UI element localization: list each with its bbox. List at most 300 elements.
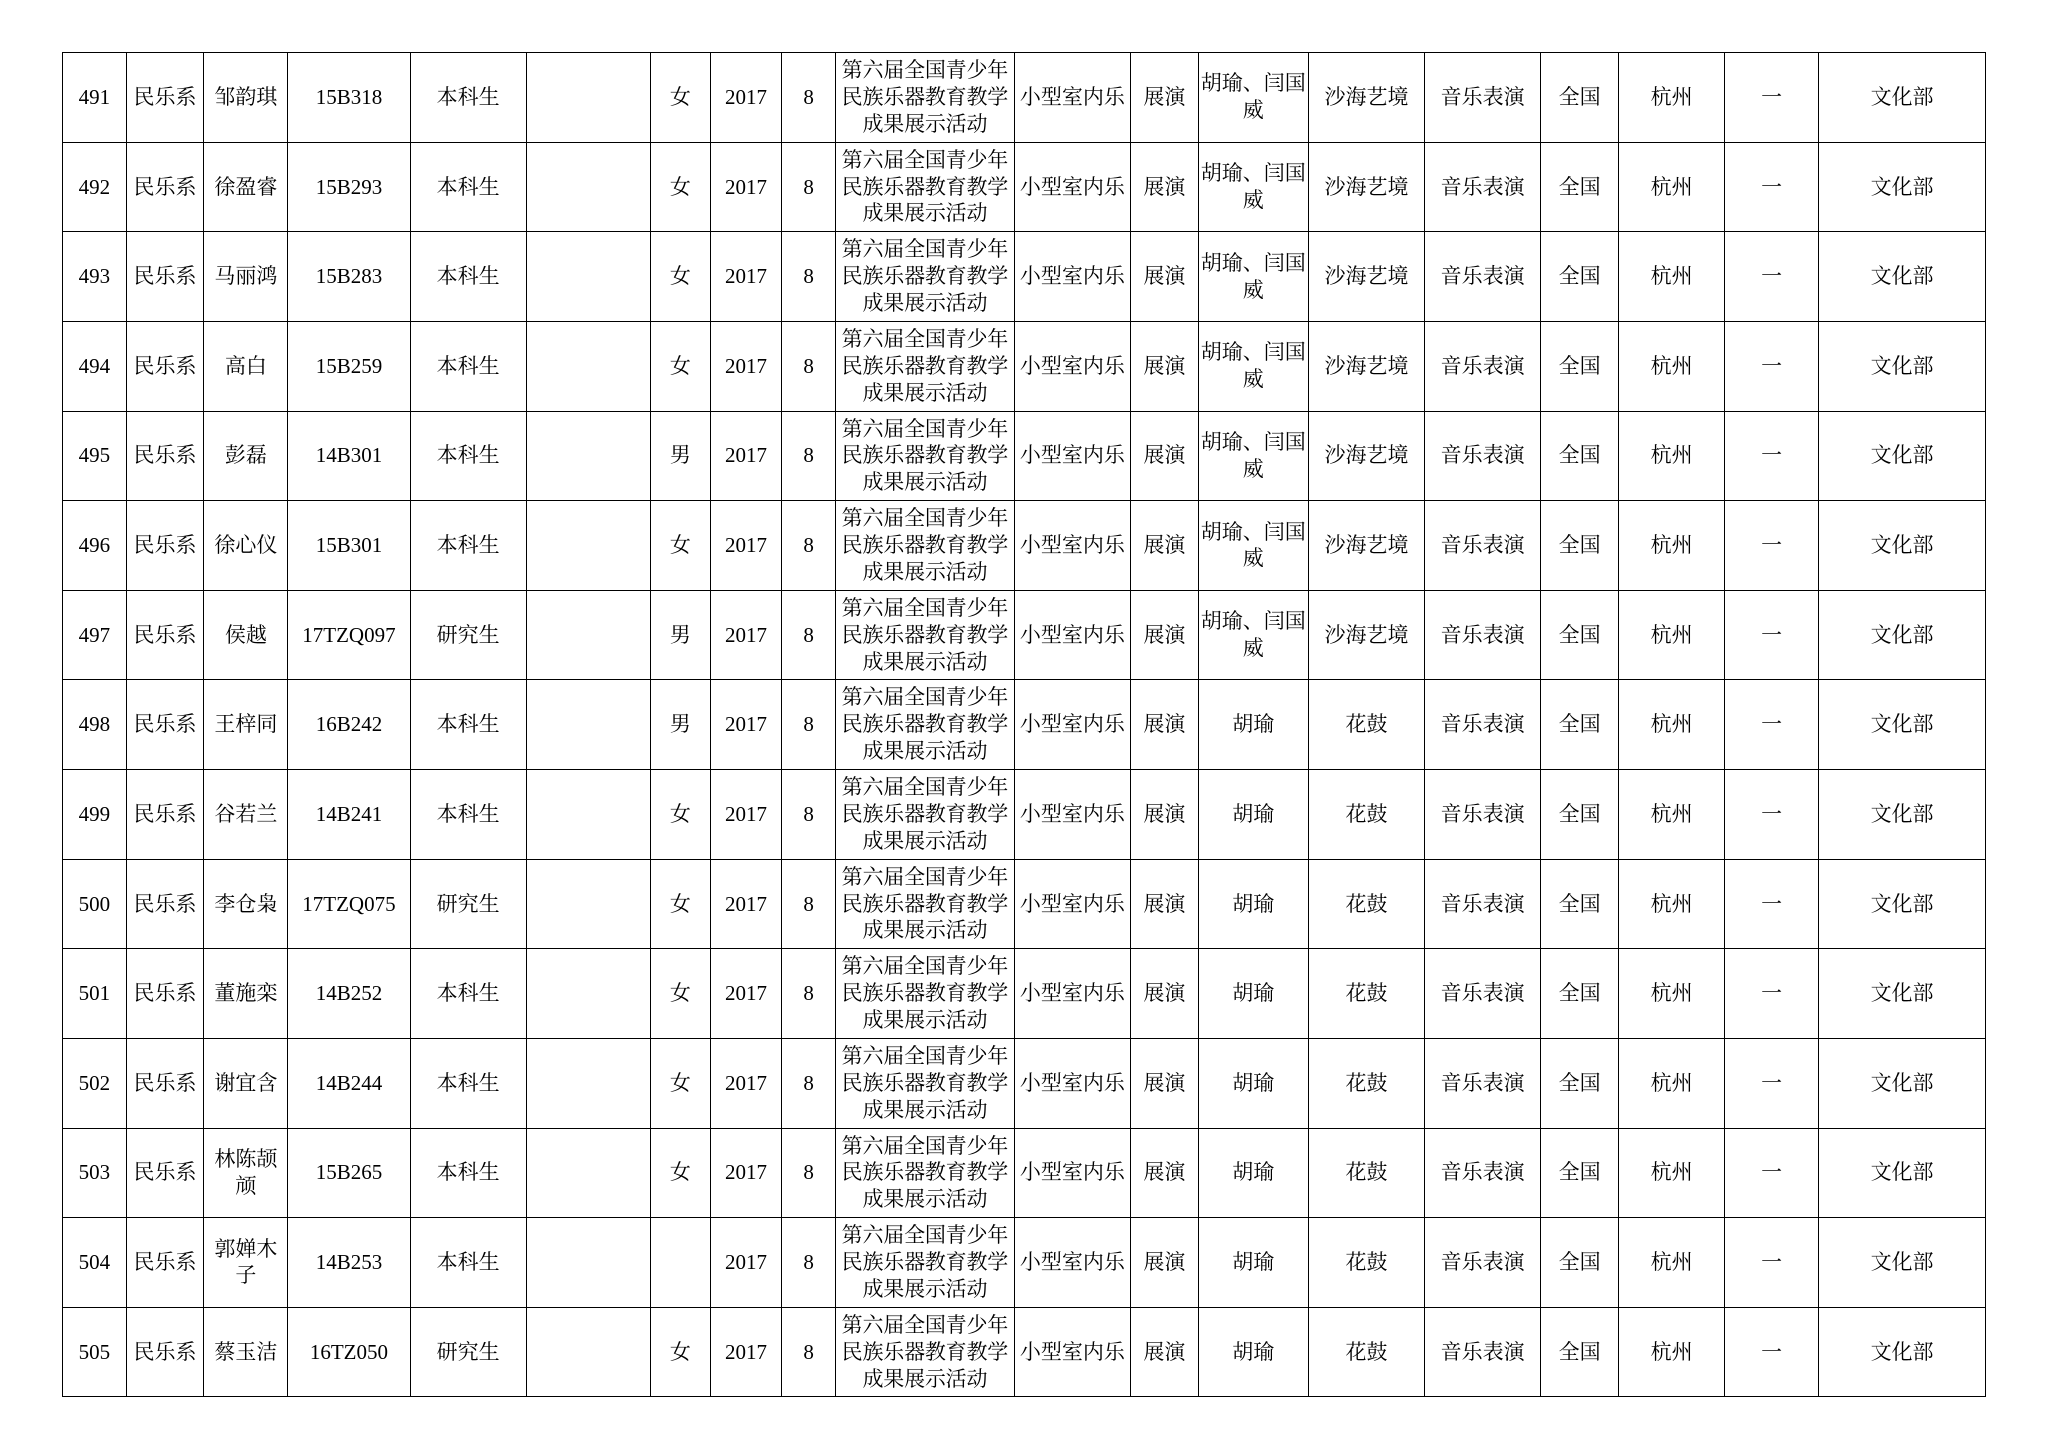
cell-year: 2017: [710, 501, 782, 591]
cell-department: 民乐系: [126, 770, 204, 860]
cell-city: 杭州: [1619, 321, 1725, 411]
cell-organizer: 文化部: [1819, 142, 1986, 232]
advisor-line: 威: [1242, 187, 1264, 212]
cell-organizer: 文化部: [1819, 949, 1986, 1039]
cell-student-id: 16B242: [288, 680, 410, 770]
advisor-line: 胡瑜: [1232, 1160, 1275, 1185]
cell-gender: 女: [651, 501, 711, 591]
cell-serial-number: 491: [63, 53, 127, 143]
cell-serial-number: 504: [63, 1218, 127, 1308]
cell-rank: 一: [1725, 1218, 1819, 1308]
cell-student-name: 董施栾: [204, 949, 288, 1039]
activity-line: 成果展示活动: [862, 201, 988, 226]
cell-work-title: 沙海艺境: [1308, 411, 1424, 501]
cell-student-id: 15B283: [288, 232, 410, 322]
cell-student-id: 17TZQ097: [288, 590, 410, 680]
cell-role: 展演: [1131, 232, 1199, 322]
advisor-line: 胡瑜: [1232, 891, 1275, 916]
advisor-line: 胡瑜、闫国: [1200, 609, 1306, 634]
cell-student-id: 16TZ050: [288, 1307, 410, 1397]
cell-scope: 全国: [1541, 53, 1619, 143]
advisor-line: 威: [1242, 277, 1264, 302]
cell-performance-form: 小型室内乐: [1014, 590, 1130, 680]
cell-student-level: 本科生: [410, 53, 526, 143]
cell-work-title: 沙海艺境: [1308, 590, 1424, 680]
table-row: [63, 1218, 1986, 1308]
cell-month: 8: [782, 770, 836, 860]
cell-scope: 全国: [1541, 1307, 1619, 1397]
cell-activity-name: [835, 232, 1014, 322]
cell-category: 音乐表演: [1425, 1038, 1541, 1128]
cell-role: 展演: [1131, 501, 1199, 591]
advisor-line: 威: [1242, 546, 1264, 571]
cell-performance-form: 小型室内乐: [1014, 501, 1130, 591]
cell-category: 音乐表演: [1425, 53, 1541, 143]
cell-role: 展演: [1131, 770, 1199, 860]
cell-advisor: [1198, 232, 1308, 322]
cell-city: 杭州: [1619, 1128, 1725, 1218]
table-row: [63, 949, 1986, 1039]
advisor-line: 胡瑜、闫国: [1200, 71, 1306, 96]
student-name-line: 子: [235, 1263, 257, 1288]
cell-gender: 女: [651, 142, 711, 232]
cell-department: 民乐系: [126, 859, 204, 949]
cell-remark: [526, 321, 650, 411]
cell-organizer: 文化部: [1819, 53, 1986, 143]
cell-department: 民乐系: [126, 590, 204, 680]
cell-activity-name: [835, 501, 1014, 591]
cell-category: 音乐表演: [1425, 411, 1541, 501]
cell-category: 音乐表演: [1425, 501, 1541, 591]
cell-performance-form: 小型室内乐: [1014, 1128, 1130, 1218]
student-name-line: 颃: [235, 1173, 257, 1198]
cell-serial-number: 499: [63, 770, 127, 860]
cell-remark: [526, 949, 650, 1039]
cell-city: 杭州: [1619, 1307, 1725, 1397]
activity-line: 民族乐器教育教学: [841, 891, 1009, 916]
cell-serial-number: 501: [63, 949, 127, 1039]
activity-line: 第六届全国青少年: [841, 954, 1009, 979]
cell-category: 音乐表演: [1425, 1128, 1541, 1218]
cell-gender: 女: [651, 1128, 711, 1218]
activity-line: 第六届全国青少年: [841, 326, 1009, 351]
cell-rank: 一: [1725, 859, 1819, 949]
cell-category: 音乐表演: [1425, 142, 1541, 232]
cell-student-id: 14B253: [288, 1218, 410, 1308]
cell-scope: 全国: [1541, 1038, 1619, 1128]
cell-month: 8: [782, 321, 836, 411]
cell-activity-name: [835, 53, 1014, 143]
cell-student-name: 邹韵琪: [204, 53, 288, 143]
cell-student-name: [204, 1218, 288, 1308]
cell-rank: 一: [1725, 232, 1819, 322]
cell-scope: 全国: [1541, 232, 1619, 322]
cell-city: 杭州: [1619, 770, 1725, 860]
cell-gender: 女: [651, 949, 711, 1039]
activity-line: 第六届全国青少年: [841, 1312, 1009, 1337]
cell-role: 展演: [1131, 1307, 1199, 1397]
activity-line: 第六届全国青少年: [841, 416, 1009, 441]
cell-student-id: 17TZQ075: [288, 859, 410, 949]
cell-student-level: 研究生: [410, 590, 526, 680]
cell-category: 音乐表演: [1425, 680, 1541, 770]
advisor-line: 胡瑜、闫国: [1200, 429, 1306, 454]
cell-work-title: 花鼓: [1308, 1218, 1424, 1308]
cell-gender: 男: [651, 590, 711, 680]
cell-serial-number: 502: [63, 1038, 127, 1128]
cell-department: 民乐系: [126, 680, 204, 770]
cell-gender: 女: [651, 859, 711, 949]
cell-gender: [651, 1218, 711, 1308]
cell-scope: 全国: [1541, 590, 1619, 680]
cell-student-level: 本科生: [410, 411, 526, 501]
table-row: [63, 1307, 1986, 1397]
activity-line: 民族乐器教育教学: [841, 981, 1009, 1006]
cell-activity-name: [835, 1128, 1014, 1218]
cell-remark: [526, 53, 650, 143]
cell-activity-name: [835, 142, 1014, 232]
cell-department: 民乐系: [126, 53, 204, 143]
activity-line: 第六届全国青少年: [841, 147, 1009, 172]
cell-category: 音乐表演: [1425, 859, 1541, 949]
activity-line: 民族乐器教育教学: [841, 264, 1009, 289]
table-row: [63, 859, 1986, 949]
activity-line: 成果展示活动: [862, 470, 988, 495]
activity-line: 成果展示活动: [862, 1366, 988, 1391]
cell-advisor: [1198, 321, 1308, 411]
cell-role: 展演: [1131, 142, 1199, 232]
cell-student-id: 14B301: [288, 411, 410, 501]
table-row: [63, 142, 1986, 232]
cell-student-level: 本科生: [410, 1218, 526, 1308]
cell-scope: 全国: [1541, 501, 1619, 591]
cell-organizer: 文化部: [1819, 232, 1986, 322]
cell-scope: 全国: [1541, 680, 1619, 770]
cell-student-name: 王梓同: [204, 680, 288, 770]
cell-work-title: 花鼓: [1308, 1307, 1424, 1397]
cell-category: 音乐表演: [1425, 949, 1541, 1039]
advisor-line: 胡瑜、闫国: [1200, 161, 1306, 186]
activity-line: 民族乐器教育教学: [841, 174, 1009, 199]
cell-month: 8: [782, 1307, 836, 1397]
cell-advisor: [1198, 1307, 1308, 1397]
cell-month: 8: [782, 680, 836, 770]
cell-work-title: 沙海艺境: [1308, 501, 1424, 591]
cell-department: 民乐系: [126, 949, 204, 1039]
cell-serial-number: 505: [63, 1307, 127, 1397]
cell-work-title: 花鼓: [1308, 949, 1424, 1039]
cell-activity-name: [835, 770, 1014, 860]
cell-advisor: [1198, 949, 1308, 1039]
cell-gender: 女: [651, 1038, 711, 1128]
cell-rank: 一: [1725, 949, 1819, 1039]
cell-scope: 全国: [1541, 770, 1619, 860]
cell-month: 8: [782, 949, 836, 1039]
cell-year: 2017: [710, 232, 782, 322]
cell-performance-form: 小型室内乐: [1014, 1307, 1130, 1397]
cell-advisor: [1198, 680, 1308, 770]
cell-year: 2017: [710, 1307, 782, 1397]
cell-activity-name: [835, 411, 1014, 501]
activity-line: 成果展示活动: [862, 918, 988, 943]
cell-remark: [526, 142, 650, 232]
activity-line: 第六届全国青少年: [841, 685, 1009, 710]
cell-remark: [526, 1218, 650, 1308]
cell-student-level: 本科生: [410, 770, 526, 860]
cell-activity-name: [835, 321, 1014, 411]
cell-remark: [526, 1128, 650, 1218]
cell-work-title: 沙海艺境: [1308, 53, 1424, 143]
cell-rank: 一: [1725, 142, 1819, 232]
activity-line: 民族乐器教育教学: [841, 1250, 1009, 1274]
cell-performance-form: 小型室内乐: [1014, 411, 1130, 501]
activity-line: 第六届全国青少年: [841, 1043, 1009, 1068]
advisor-line: 胡瑜: [1232, 1070, 1275, 1095]
cell-organizer: 文化部: [1819, 859, 1986, 949]
cell-student-id: 15B259: [288, 321, 410, 411]
cell-student-name: 谢宜含: [204, 1038, 288, 1128]
advisor-line: 胡瑜、闫国: [1200, 519, 1306, 544]
activity-line: 成果展示活动: [862, 1097, 988, 1122]
cell-department: 民乐系: [126, 1307, 204, 1397]
activity-line: 成果展示活动: [862, 1187, 988, 1212]
cell-student-name: 徐心仪: [204, 501, 288, 591]
cell-activity-name: [835, 949, 1014, 1039]
cell-year: 2017: [710, 859, 782, 949]
cell-student-id: 15B265: [288, 1128, 410, 1218]
cell-department: 民乐系: [126, 1038, 204, 1128]
cell-scope: 全国: [1541, 321, 1619, 411]
activity-line: 第六届全国青少年: [841, 237, 1009, 262]
cell-advisor: [1198, 53, 1308, 143]
cell-work-title: 花鼓: [1308, 680, 1424, 770]
cell-category: 音乐表演: [1425, 590, 1541, 680]
cell-month: 8: [782, 53, 836, 143]
table-row: [63, 770, 1986, 860]
cell-role: 展演: [1131, 680, 1199, 770]
cell-organizer: 文化部: [1819, 1128, 1986, 1218]
cell-performance-form: 小型室内乐: [1014, 949, 1130, 1039]
cell-rank: 一: [1725, 1128, 1819, 1218]
cell-organizer: 文化部: [1819, 1038, 1986, 1128]
cell-remark: [526, 1307, 650, 1397]
table-row: [63, 53, 1986, 143]
activity-line: 民族乐器教育教学: [841, 533, 1009, 557]
cell-student-id: 15B293: [288, 142, 410, 232]
cell-work-title: 花鼓: [1308, 1038, 1424, 1128]
cell-advisor: [1198, 1218, 1308, 1308]
cell-remark: [526, 680, 650, 770]
activity-line: 民族乐器教育教学: [841, 712, 1009, 737]
cell-performance-form: 小型室内乐: [1014, 1218, 1130, 1308]
cell-gender: 男: [651, 411, 711, 501]
cell-city: 杭州: [1619, 411, 1725, 501]
cell-student-level: 本科生: [410, 1038, 526, 1128]
cell-year: 2017: [710, 949, 782, 1039]
cell-month: 8: [782, 590, 836, 680]
cell-performance-form: 小型室内乐: [1014, 142, 1130, 232]
cell-work-title: 花鼓: [1308, 1128, 1424, 1218]
cell-student-name: 谷若兰: [204, 770, 288, 860]
cell-student-level: 本科生: [410, 680, 526, 770]
advisor-line: 胡瑜、闫国: [1200, 250, 1306, 275]
cell-department: 民乐系: [126, 142, 204, 232]
cell-work-title: 沙海艺境: [1308, 142, 1424, 232]
cell-city: 杭州: [1619, 1218, 1725, 1308]
cell-student-level: 本科生: [410, 232, 526, 322]
cell-department: 民乐系: [126, 1128, 204, 1218]
advisor-line: 威: [1242, 367, 1264, 392]
cell-month: 8: [782, 859, 836, 949]
cell-work-title: 花鼓: [1308, 859, 1424, 949]
cell-student-level: 本科生: [410, 949, 526, 1039]
cell-remark: [526, 859, 650, 949]
cell-role: 展演: [1131, 1218, 1199, 1308]
advisor-line: 胡瑜: [1232, 712, 1275, 737]
student-name-line: 林陈颉: [214, 1146, 278, 1171]
activity-line: 成果展示活动: [862, 739, 988, 764]
cell-month: 8: [782, 501, 836, 591]
cell-month: 8: [782, 411, 836, 501]
cell-gender: 女: [651, 770, 711, 860]
cell-activity-name: [835, 1307, 1014, 1397]
advisor-line: 胡瑜: [1232, 1250, 1275, 1274]
cell-remark: [526, 770, 650, 860]
cell-city: 杭州: [1619, 680, 1725, 770]
cell-scope: 全国: [1541, 411, 1619, 501]
cell-organizer: 文化部: [1819, 411, 1986, 501]
cell-year: 2017: [710, 680, 782, 770]
cell-year: 2017: [710, 321, 782, 411]
cell-department: 民乐系: [126, 232, 204, 322]
activity-line: 成果展示活动: [862, 111, 988, 136]
cell-year: 2017: [710, 590, 782, 680]
advisor-line: 胡瑜: [1232, 981, 1275, 1006]
cell-activity-name: [835, 590, 1014, 680]
cell-student-id: 15B318: [288, 53, 410, 143]
activity-line: 民族乐器教育教学: [841, 1070, 1009, 1095]
cell-role: 展演: [1131, 859, 1199, 949]
cell-city: 杭州: [1619, 590, 1725, 680]
activity-line: 民族乐器教育教学: [841, 801, 1009, 826]
cell-organizer: 文化部: [1819, 1218, 1986, 1308]
cell-student-level: 研究生: [410, 859, 526, 949]
activity-line: 成果展示活动: [862, 291, 988, 315]
cell-gender: 女: [651, 53, 711, 143]
cell-role: 展演: [1131, 1038, 1199, 1128]
activity-line: 民族乐器教育教学: [841, 622, 1009, 647]
cell-rank: 一: [1725, 53, 1819, 143]
cell-category: 音乐表演: [1425, 232, 1541, 322]
activity-line: 第六届全国青少年: [841, 1223, 1009, 1248]
cell-activity-name: [835, 680, 1014, 770]
cell-gender: 女: [651, 1307, 711, 1397]
cell-student-id: 14B244: [288, 1038, 410, 1128]
cell-city: 杭州: [1619, 142, 1725, 232]
cell-advisor: [1198, 1038, 1308, 1128]
achievement-table: [62, 52, 1986, 1397]
activity-line: 民族乐器教育教学: [841, 443, 1009, 468]
cell-rank: 一: [1725, 770, 1819, 860]
cell-serial-number: 493: [63, 232, 127, 322]
cell-advisor: [1198, 142, 1308, 232]
cell-performance-form: 小型室内乐: [1014, 321, 1130, 411]
cell-rank: 一: [1725, 321, 1819, 411]
cell-student-name: 马丽鸿: [204, 232, 288, 322]
cell-performance-form: 小型室内乐: [1014, 1038, 1130, 1128]
cell-scope: 全国: [1541, 1218, 1619, 1308]
cell-department: 民乐系: [126, 1218, 204, 1308]
cell-scope: 全国: [1541, 949, 1619, 1039]
cell-student-level: 本科生: [410, 501, 526, 591]
cell-city: 杭州: [1619, 1038, 1725, 1128]
activity-line: 成果展示活动: [862, 649, 988, 674]
cell-department: 民乐系: [126, 501, 204, 591]
cell-advisor: [1198, 1128, 1308, 1218]
cell-performance-form: 小型室内乐: [1014, 680, 1130, 770]
cell-serial-number: 498: [63, 680, 127, 770]
cell-student-id: 15B301: [288, 501, 410, 591]
cell-scope: 全国: [1541, 1128, 1619, 1218]
cell-category: 音乐表演: [1425, 1218, 1541, 1308]
cell-advisor: [1198, 859, 1308, 949]
cell-student-id: 14B241: [288, 770, 410, 860]
table-row: [63, 232, 1986, 322]
cell-rank: 一: [1725, 1038, 1819, 1128]
cell-year: 2017: [710, 770, 782, 860]
cell-advisor: [1198, 590, 1308, 680]
cell-performance-form: 小型室内乐: [1014, 859, 1130, 949]
cell-activity-name: [835, 859, 1014, 949]
cell-role: 展演: [1131, 590, 1199, 680]
cell-organizer: 文化部: [1819, 680, 1986, 770]
cell-serial-number: 497: [63, 590, 127, 680]
cell-city: 杭州: [1619, 53, 1725, 143]
cell-gender: 男: [651, 680, 711, 770]
cell-month: 8: [782, 142, 836, 232]
cell-remark: [526, 590, 650, 680]
cell-role: 展演: [1131, 321, 1199, 411]
cell-department: 民乐系: [126, 321, 204, 411]
activity-line: 第六届全国青少年: [841, 506, 1009, 531]
cell-rank: 一: [1725, 1307, 1819, 1397]
cell-role: 展演: [1131, 411, 1199, 501]
activity-line: 成果展示活动: [862, 559, 988, 584]
cell-advisor: [1198, 501, 1308, 591]
cell-month: 8: [782, 1128, 836, 1218]
advisor-line: 胡瑜、闫国: [1200, 340, 1306, 365]
cell-department: 民乐系: [126, 411, 204, 501]
cell-organizer: 文化部: [1819, 770, 1986, 860]
cell-city: 杭州: [1619, 501, 1725, 591]
cell-category: 音乐表演: [1425, 1307, 1541, 1397]
advisor-line: 威: [1242, 98, 1264, 123]
cell-work-title: 花鼓: [1308, 770, 1424, 860]
cell-rank: 一: [1725, 501, 1819, 591]
cell-advisor: [1198, 411, 1308, 501]
cell-rank: 一: [1725, 590, 1819, 680]
cell-student-name: 蔡玉洁: [204, 1307, 288, 1397]
cell-year: 2017: [710, 1218, 782, 1308]
cell-serial-number: 496: [63, 501, 127, 591]
cell-remark: [526, 411, 650, 501]
cell-city: 杭州: [1619, 859, 1725, 949]
advisor-line: 威: [1242, 636, 1264, 661]
cell-advisor: [1198, 770, 1308, 860]
advisor-line: 威: [1242, 456, 1264, 481]
cell-year: 2017: [710, 411, 782, 501]
cell-student-name: 侯越: [204, 590, 288, 680]
